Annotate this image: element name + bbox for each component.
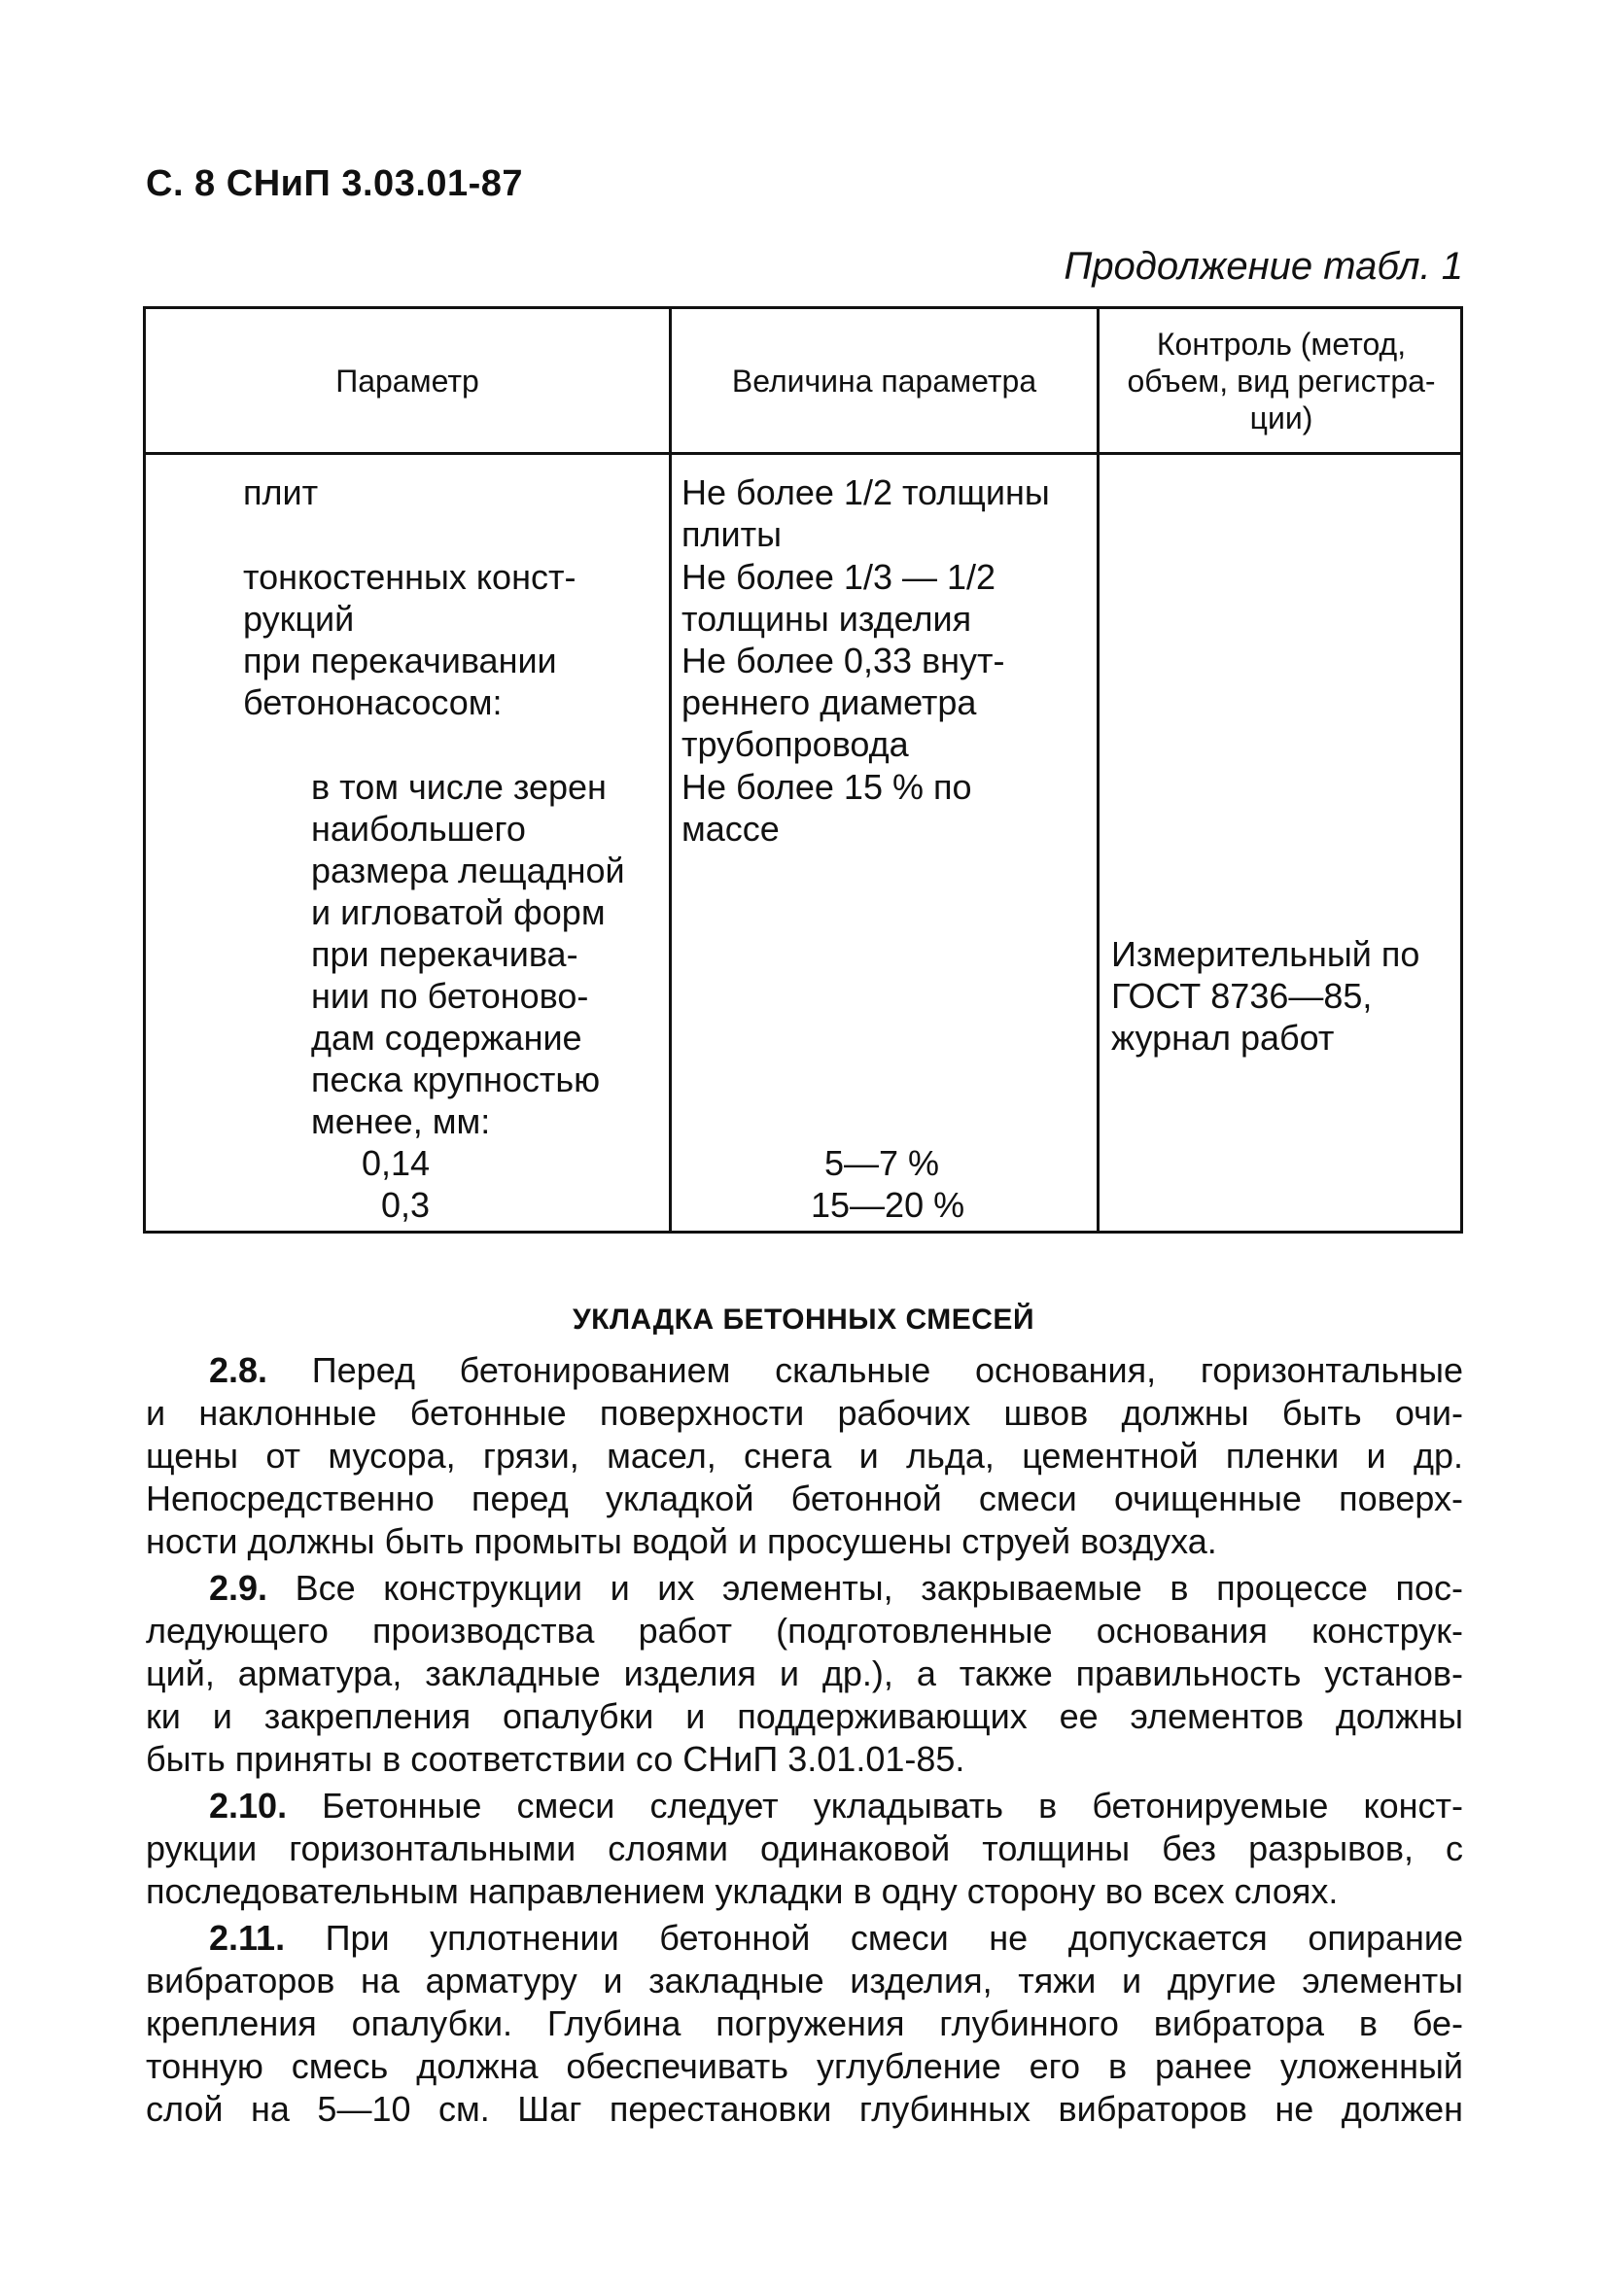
page-header: С. 8 СНиП 3.03.01-87 [146, 163, 524, 204]
paragraph-line: ки и закрепления опалубки и поддерживающих ее элементов должны [146, 1696, 1463, 1736]
paragraph-text: Перед бетонированием скальные основания, горизонтальные [267, 1350, 1463, 1390]
table-cell-text: Не более 1/2 толщины [681, 472, 1050, 512]
parameters-table [143, 306, 1463, 1234]
paragraph-line: крепления опалубки. Глубина погружения глубинного вибратора в бе- [146, 2003, 1463, 2043]
paragraph-line: слой на 5—10 см. Шаг перестановки глубинных вибраторов не должен [146, 2089, 1463, 2129]
paragraph-text: При уплотнении бетонной смеси не допускается опирание [285, 1918, 1463, 1958]
paragraph-line: рукции горизонтальными слоями одинаковой толщины без разрывов, с [146, 1828, 1463, 1868]
table-cell-text: при перекачивании [243, 641, 557, 680]
table-cell-text: Не более 15 % по [681, 767, 972, 807]
paragraph-line: Непосредственно перед укладкой бетонной смеси очищенные поверх- [146, 1478, 1463, 1518]
paragraph-line: ледующего производства работ (подготовленные основания конструк- [146, 1611, 1463, 1651]
table-cell-text: в том числе зерен [311, 767, 607, 807]
table-header-control-label: Контроль (метод, объем, вид регистра-ции) [1127, 326, 1436, 435]
table-cell-text: Не более 0,33 внут- [681, 641, 1005, 680]
table-cell-text: бетононасосом: [243, 682, 503, 722]
table-cell-text: менее, мм: [311, 1101, 491, 1141]
paragraph-line: последовательным направлением укладки в одну сторону во всех слоях. [146, 1871, 1339, 1911]
table-cell-text: наибольшего [311, 809, 526, 849]
table-header-divider [146, 452, 1460, 455]
table-cell-text: рукций [243, 599, 355, 639]
table-cell-text: и игловатой форм [311, 892, 606, 932]
paragraph-number: 2.8. [209, 1350, 268, 1390]
paragraph-number: 2.9. [209, 1568, 268, 1608]
table-cell-text: трубопровода [681, 724, 909, 764]
table-cell-text: 0,14 [362, 1143, 431, 1183]
table-cell-text: Не более 1/3 — 1/2 [681, 557, 996, 597]
table-cell-text: песка крупностью [311, 1060, 601, 1099]
paragraph-line: тонную смесь должна обеспечивать углубление его в ранее уложенный [146, 2046, 1463, 2086]
paragraph-line: ций, арматура, закладные изделия и др.), а также правильность установ- [146, 1653, 1463, 1693]
table-cell-text: при перекачива- [311, 934, 578, 974]
table-header-parameter: Параметр [335, 363, 479, 399]
table-cell-text: дам содержание [311, 1018, 582, 1058]
table-cell-text: ГОСТ 8736—85, [1111, 976, 1373, 1016]
paragraph-line [209, 1917, 1463, 1960]
table-cell-text: массе [681, 809, 780, 849]
table-cell-text: тонкостенных конст- [243, 557, 576, 597]
table-cell-text: журнал работ [1111, 1018, 1335, 1058]
paragraph-text: Бетонные смеси следует укладывать в бетонируемые конст- [287, 1786, 1463, 1826]
table-cell-text: толщины изделия [681, 599, 972, 639]
table-caption: Продолжение табл. 1 [1064, 245, 1463, 288]
paragraph-line [209, 1349, 1463, 1392]
paragraph-line: щены от мусора, грязи, масел, снега и льда, цементной пленки и др. [146, 1436, 1463, 1476]
paragraph-line: и наклонные бетонные поверхности рабочих швов должны быть очи- [146, 1393, 1463, 1433]
paragraph-line [209, 1785, 1463, 1827]
table-cell-text: 5—7 % [824, 1143, 940, 1183]
table-cell-text: реннего диаметра [681, 682, 977, 722]
paragraph-line: вибраторов на арматуру и закладные изделия, тяжи и другие элементы [146, 1961, 1463, 2000]
paragraph-line [209, 1567, 1463, 1610]
table-cell-text: нии по бетоново- [311, 976, 589, 1016]
table-cell-text: размера лещадной [311, 851, 625, 890]
paragraph-line: быть приняты в соответствии со СНиП 3.01.01-85. [146, 1739, 965, 1779]
table-header-value: Величина параметра [731, 363, 1037, 399]
section-title: УКЛАДКА БЕТОННЫХ СМЕСЕЙ [572, 1304, 1035, 1336]
paragraph-number: 2.10. [209, 1786, 288, 1826]
table-cell-text: 0,3 [381, 1185, 431, 1225]
paragraph-text: Все конструкции и их элементы, закрываемые в процессе пос- [267, 1568, 1463, 1608]
paragraph-number: 2.11. [209, 1918, 286, 1958]
table-cell-text: плит [243, 472, 319, 512]
table-cell-text: плиты [681, 514, 782, 554]
table-header-control [1100, 309, 1463, 452]
paragraph-line: ности должны быть промыты водой и просушены струей воздуха. [146, 1521, 1217, 1561]
table-cell-text: 15—20 % [811, 1185, 965, 1225]
table-cell-text: Измерительный по [1111, 934, 1420, 974]
